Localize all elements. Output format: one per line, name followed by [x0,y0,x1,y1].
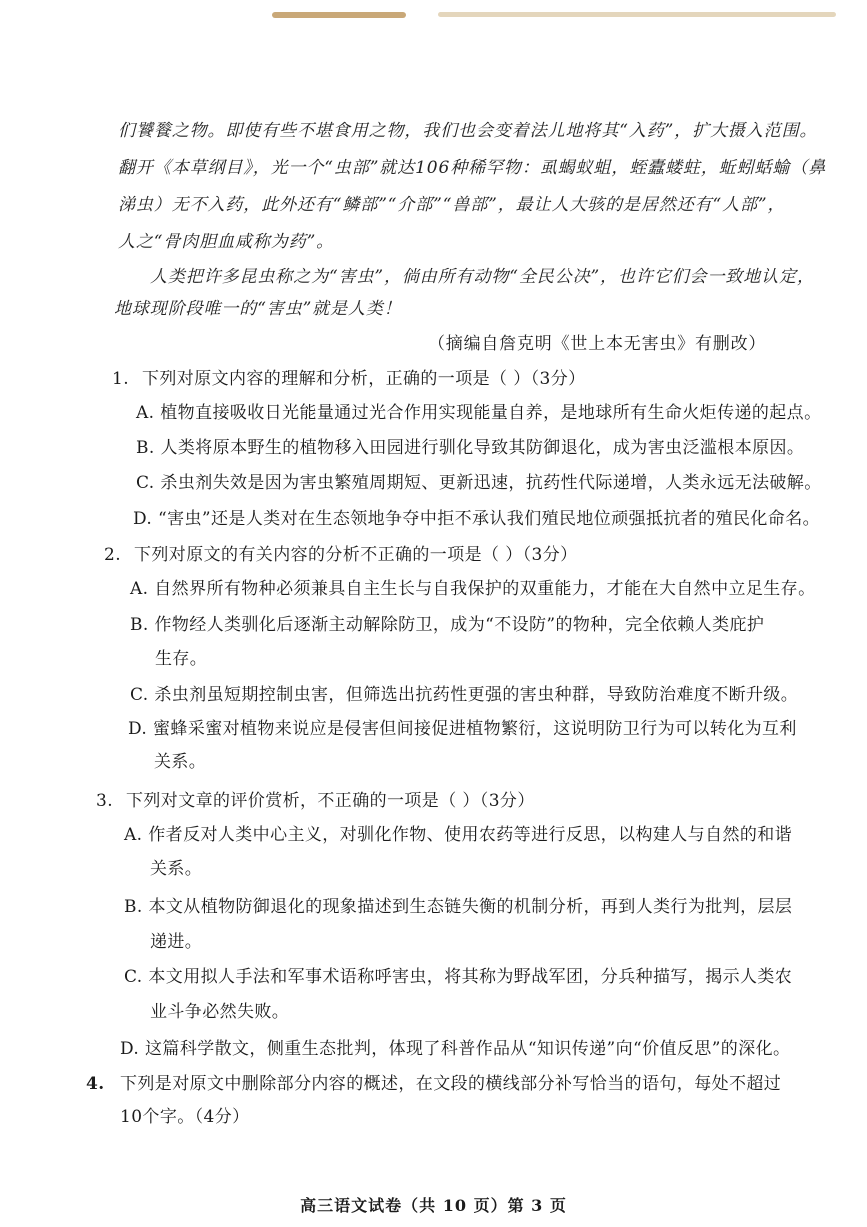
passage-line: 翻开《本草纲目》，光一个“虫部”就达106种稀罕物：虱蝎蚁蛆，蛭蠹蝼蛀，蚯蚓蛞蝓（鼻 [118,158,827,178]
option-c: C. 杀虫剂虽短期控制虫害，但筛选出抗药性更强的害虫种群，导致防治难度不断升级。 [130,685,799,705]
option-c: C. 本文用拟人手法和军事术语称呼害虫，将其称为野战军团，分兵种描写，揭示人类农 [124,967,793,987]
option-c: C. 杀虫剂失效是因为害虫繁殖周期短、更新迅速，抗药性代际递增，人类永远无法破解。 [136,473,822,493]
option-b: B. 人类将原本野生的植物移入田园进行驯化导致其防御退化，成为害虫泛滥根本原因。 [136,438,805,458]
question-stem: 下列是对原文中删除部分内容的概述，在文段的横线部分补写恰当的语句，每处不超过 [120,1074,782,1094]
scan-edge-mark [438,12,836,17]
scan-edge-mark [272,12,406,18]
question-stem: 下列对文章的评价赏析，不正确的一项是（ ）（3分） [126,791,535,811]
question-number: 2. [104,545,122,565]
question-stem-cont: 10个字。（4分） [120,1107,250,1127]
question-number: 4. [86,1074,105,1094]
option-d-cont: 关系。 [154,752,207,772]
passage-source: （摘编自詹克明《世上本无害虫》有删改） [428,334,767,354]
option-c-cont: 业斗争必然失败。 [150,1002,290,1022]
option-a-cont: 关系。 [150,859,203,879]
option-d: D. 蜜蜂采蜜对植物来说应是侵害但间接促进植物繁衍，这说明防卫行为可以转化为互利 [128,719,797,739]
passage-line: 人之“骨肉胆血咸称为药”。 [118,232,335,252]
option-d: D. 这篇科学散文，侧重生态批判，体现了科普作品从“知识传递”向“价值反思”的深化。 [120,1039,791,1059]
passage-line: 人类把许多昆虫称之为“害虫”，倘由所有动物“全民公决”，也许它们会一致地认定， [150,267,815,287]
option-d: D. “害虫”还是人类对在生态领地争夺中拒不承认我们殖民地位顽强抵抗者的殖民化命名。 [133,509,821,529]
question-number: 1. [112,369,130,389]
page-footer: 高三语文试卷（共 10 页）第 3 页 [300,1196,567,1215]
passage-line: 涕虫）无不入药，此外还有“鳞部”“介部”“兽部”，最让人大骇的是居然还有“人部”， [118,195,786,215]
passage-line: 地球现阶段唯一的“害虫”就是人类！ [114,299,402,319]
option-a: A. 自然界所有物种必须兼具自主生长与自我保护的双重能力，才能在大自然中立足生存。 [130,579,816,599]
question-stem: 下列对原文的有关内容的分析不正确的一项是（ ）（3分） [134,545,578,565]
option-a: A. 作者反对人类中心主义，对驯化作物、使用农药等进行反思，以构建人与自然的和谐 [124,825,793,845]
passage-line: 们饕餮之物。即使有些不堪食用之物，我们也会变着法儿地将其“入药”，扩大摄入范围。 [118,121,818,141]
question-stem: 下列对原文内容的理解和分析，正确的一项是（ ）（3分） [142,369,586,389]
option-a: A. 植物直接吸收日光能量通过光合作用实现能量自养，是地球所有生命火炬传递的起点。 [136,403,822,423]
option-b-cont: 生存。 [155,649,208,669]
option-b: B. 本文从植物防御退化的现象描述到生态链失衡的机制分析，再到人类行为批判，层层 [124,897,793,917]
option-b-cont: 递进。 [150,932,203,952]
question-number: 3. [96,791,114,811]
option-b: B. 作物经人类驯化后逐渐主动解除防卫，成为“不设防”的物种，完全依赖人类庇护 [130,615,765,635]
